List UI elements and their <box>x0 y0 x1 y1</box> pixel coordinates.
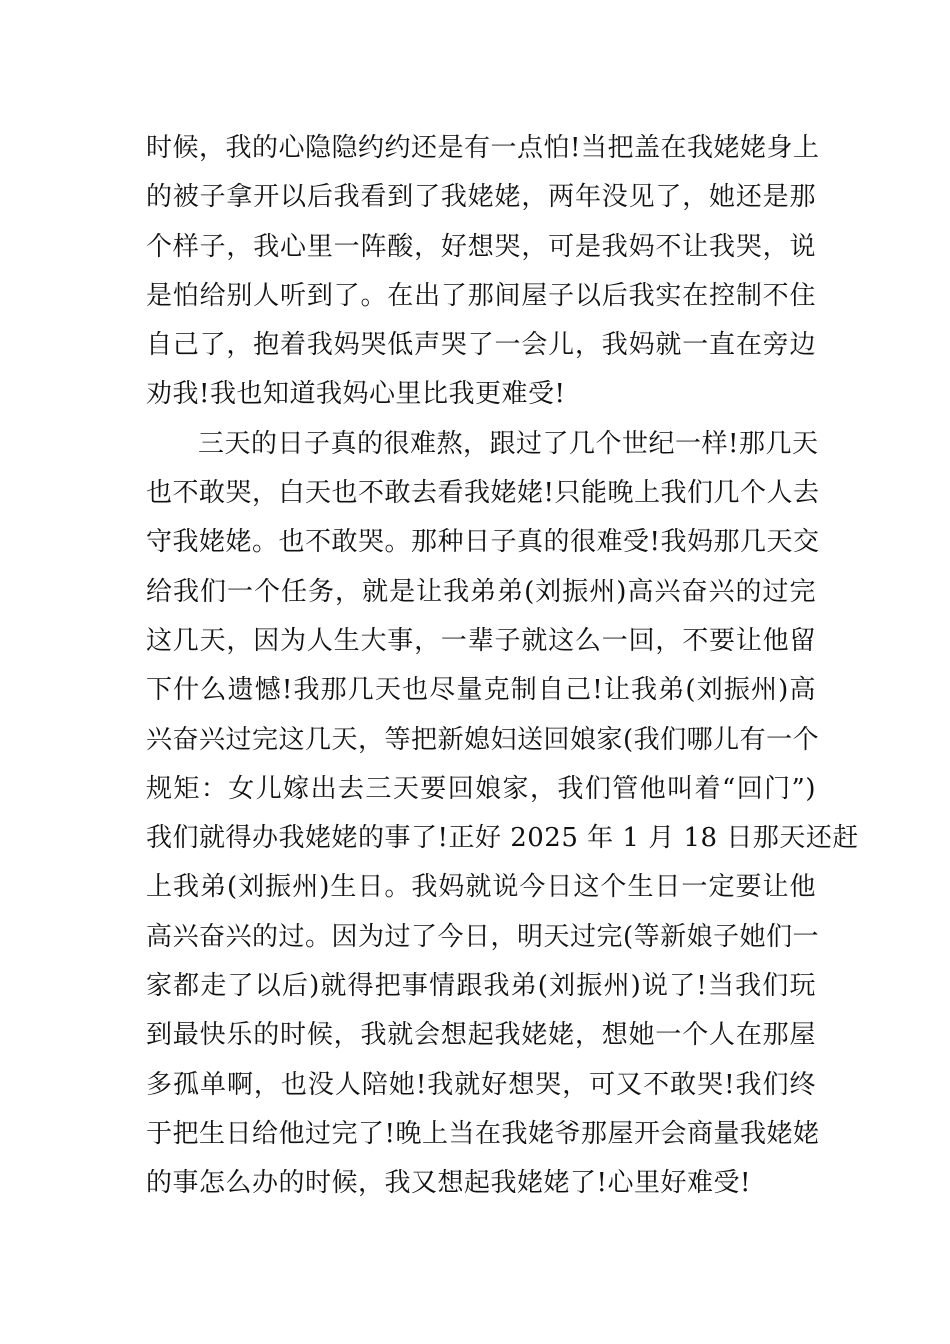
text-line: 上我弟(刘振州)生日。我妈就说今日这个生日一定要让他 <box>146 872 816 903</box>
text-line: 多孤单啊，也没人陪她!我就好想哭，可又不敢哭!我们终 <box>146 1069 816 1100</box>
text-line: 守我姥姥。也不敢哭。那种日子真的很难受!我妈那几天交 <box>146 527 820 558</box>
text-line: 高兴奋兴的过。因为过了今日，明天过完(等新娘子她们一 <box>146 921 820 952</box>
text-line: 也不敢哭，白天也不敢去看我姥姥!只能晚上我们几个人去 <box>146 478 820 509</box>
text-line: 个样子，我心里一阵酸，好想哭，可是我妈不让我哭，说 <box>146 231 816 262</box>
text-line: 下什么遗憾!我那几天也尽量克制自己!让我弟(刘振州)高 <box>146 675 816 706</box>
paragraph-2 <box>146 420 859 1209</box>
text-line: 三天的日子真的很难熬，跟过了几个世纪一样!那几天 <box>198 428 819 459</box>
text-line: 时候，我的心隐隐约约还是有一点怕!当把盖在我姥姥身上 <box>146 133 820 163</box>
paragraph-1 <box>146 124 820 420</box>
text-line: 这几天，因为人生大事，一辈子就这么一回，不要让他留 <box>146 625 816 656</box>
text-line: 是怕给别人听到了。在出了那间屋子以后我实在控制不住 <box>146 280 816 311</box>
text-line: 劝我!我也知道我妈心里比我更难受! <box>146 379 566 410</box>
text-line: 的事怎么办的时候，我又想起我姥姥了!心里好难受! <box>146 1168 751 1199</box>
text-line: 家都走了以后)就得把事情跟我弟(刘振州)说了!当我们玩 <box>146 971 816 1002</box>
text-line: 于把生日给他过完了!晚上当在我姥爷那屋开会商量我姥姥 <box>146 1118 820 1149</box>
text-line: 我们就得办我姥姥的事了!正好 2025 年 1 月 18 日那天还赶 <box>146 823 859 854</box>
text-line: 规矩：女儿嫁出去三天要回娘家，我们管他叫着“回门”) <box>146 773 816 804</box>
text-line: 给我们一个任务，就是让我弟弟(刘振州)高兴奋兴的过完 <box>146 576 816 607</box>
document-body <box>146 124 859 1209</box>
text-line: 自己了，抱着我妈哭低声哭了一会儿，我妈就一直在旁边 <box>146 330 816 361</box>
text-line: 兴奋兴过完这几天，等把新媳妇送回娘家(我们哪儿有一个 <box>146 724 820 755</box>
text-line: 的被子拿开以后我看到了我姥姥，两年没见了，她还是那 <box>146 182 816 213</box>
text-line: 到最快乐的时候，我就会想起我姥姥，想她一个人在那屋 <box>146 1020 816 1051</box>
